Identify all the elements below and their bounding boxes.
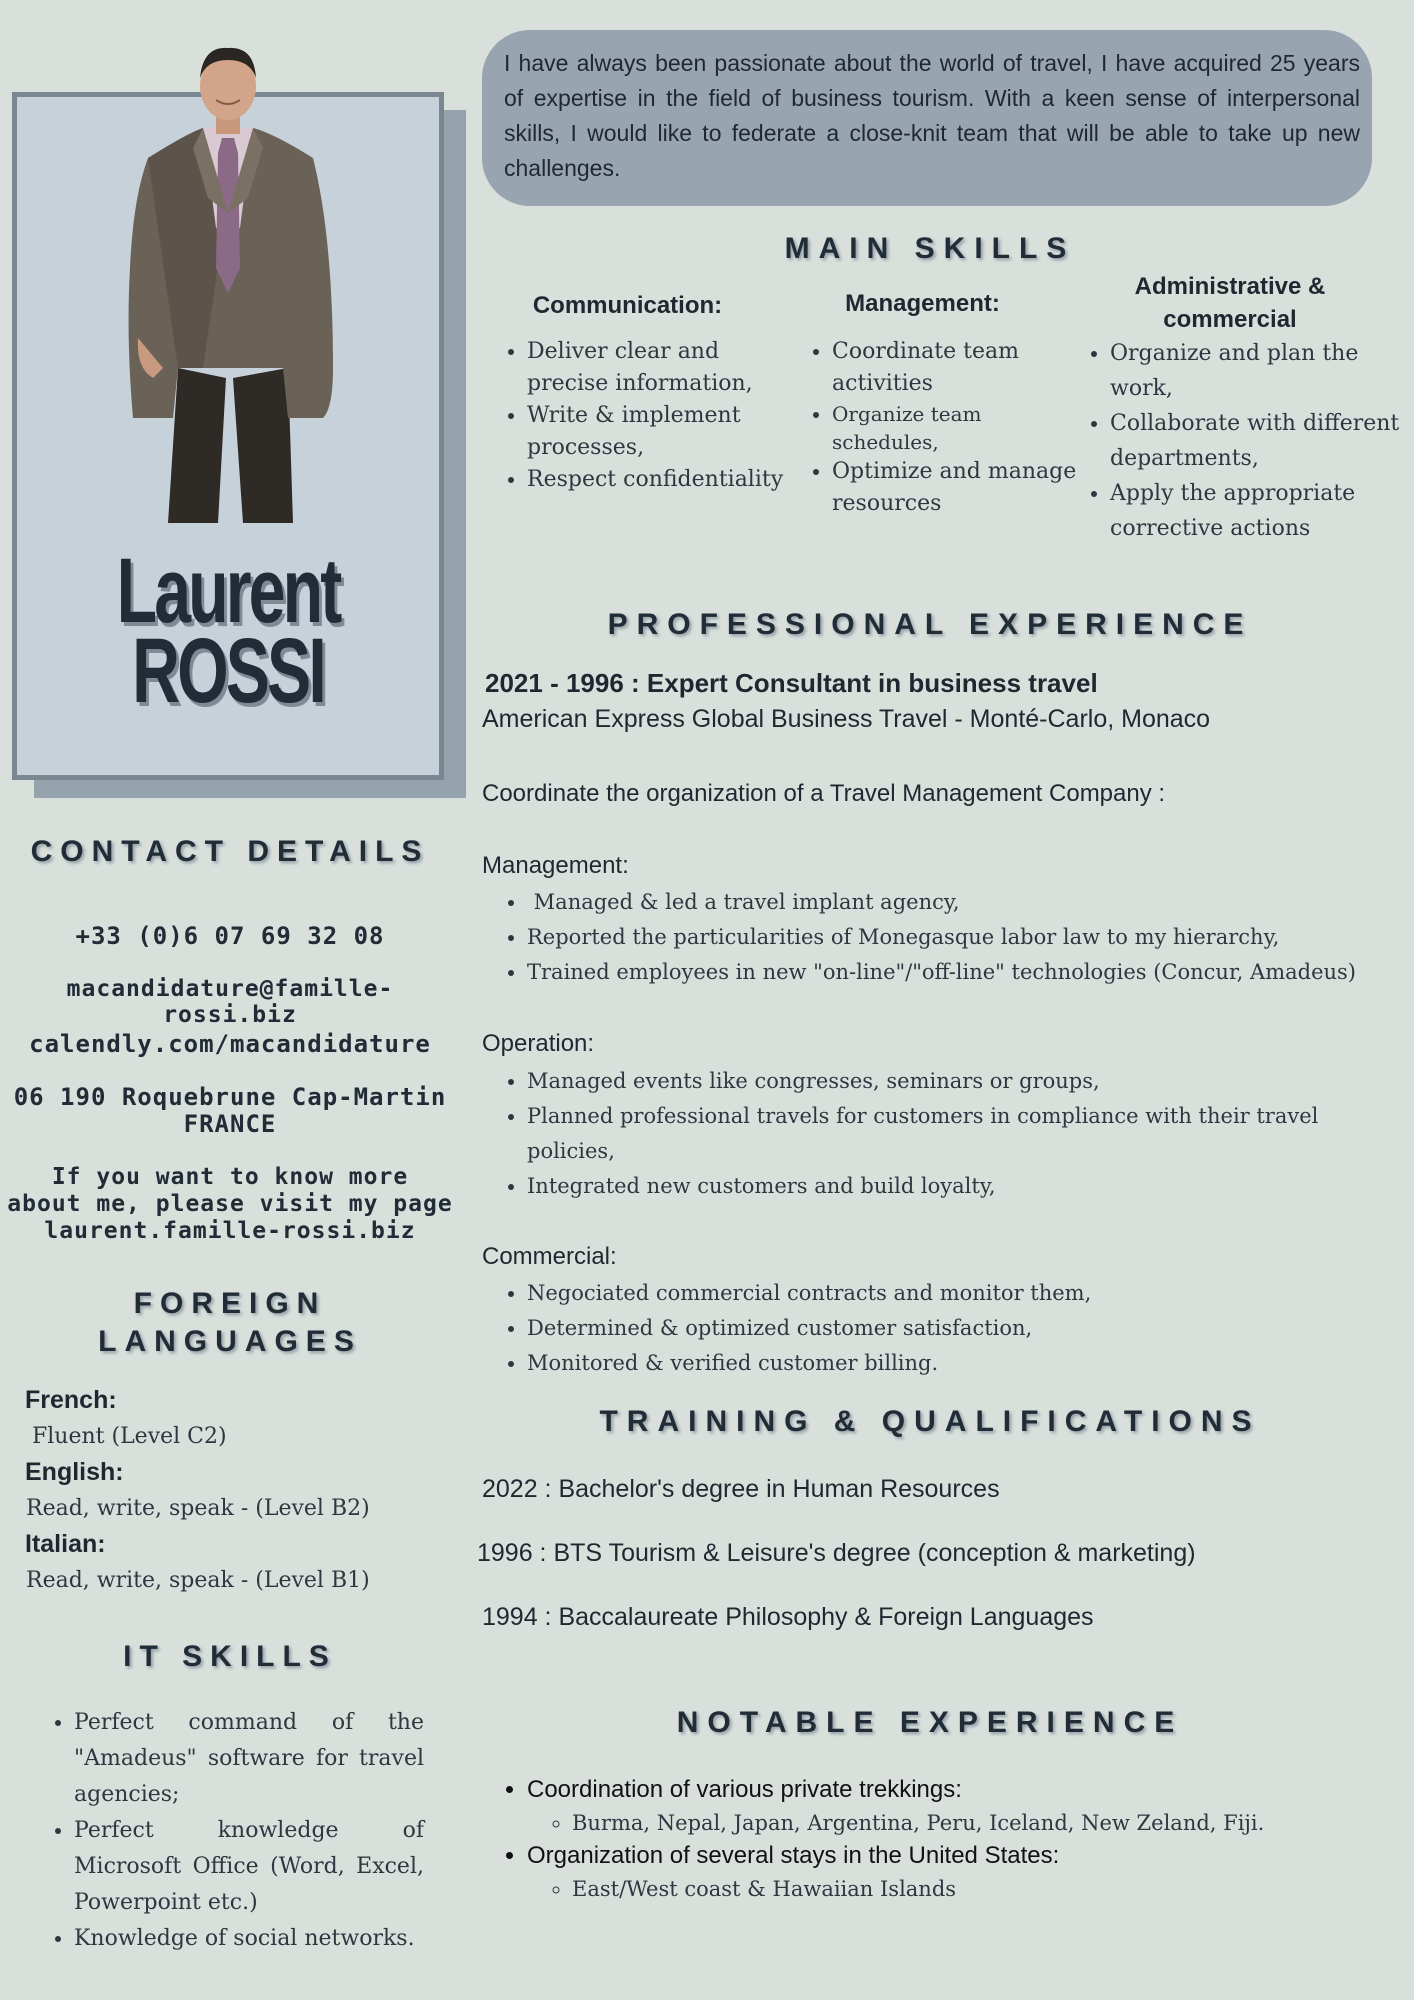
- experience-section-label: Management:: [482, 852, 629, 879]
- skill-column-title: Management:: [845, 290, 1000, 317]
- personal-page-note: [0, 1164, 460, 1245]
- address: [0, 1084, 460, 1138]
- phone-number[interactable]: +33 (0)6 07 69 32 08: [75, 922, 385, 950]
- professional-experience-heading: PROFESSIONAL EXPERIENCE: [607, 608, 1253, 641]
- list-item: • Planned professional travels for customers in compliance with their travel policies,: [527, 1099, 1362, 1169]
- main-skills-heading: MAIN SKILLS: [784, 232, 1076, 265]
- list-item: ◦ East/West coast & Hawaiian Islands: [572, 1874, 1382, 1904]
- list-item: • Organize and plan the work,: [1110, 336, 1410, 406]
- it-skills-list: [30, 1705, 424, 1957]
- skill-list: [800, 336, 1082, 520]
- list-item: • Trained employees in new "on-line"/"off-line" technologies (Concur, Amadeus): [527, 955, 1402, 990]
- list-item: • Collaborate with different departments,: [1110, 406, 1410, 476]
- training-item: 2022 : Bachelor's degree in Human Resources: [482, 1475, 1000, 1503]
- more-info-line: about me, please visit my page: [7, 1191, 453, 1217]
- portrait-photo: [108, 38, 348, 523]
- language-level: Fluent (Level C2): [32, 1424, 227, 1449]
- list-item: • Monitored & verified customer billing.: [527, 1346, 1402, 1381]
- list-item: • Managed events like congresses, seminars or groups,: [527, 1064, 1362, 1099]
- list-item: • Organize team schedules,: [832, 400, 1082, 456]
- notable-title: Coordination of various private trekkings:: [527, 1776, 962, 1803]
- list-item: • Optimize and manage resources: [832, 456, 1082, 520]
- list-item: • Integrated new customers and build loyalty,: [527, 1169, 1362, 1204]
- heading-line: FOREIGN: [133, 1287, 327, 1320]
- first-name: Laurent: [116, 540, 340, 642]
- job-company: American Express Global Business Travel - Monté-Carlo, Monaco: [482, 705, 1211, 733]
- notable-title: Organization of several stays in the United States:: [527, 1842, 1060, 1869]
- list-item: • Write & implement processes,: [527, 400, 792, 464]
- foreign-languages-heading: [0, 1285, 460, 1361]
- calendly-link[interactable]: calendly.com/macandidature: [29, 1030, 431, 1058]
- it-skills-heading: IT SKILLS: [123, 1640, 337, 1673]
- list-item: • Knowledge of social networks.: [74, 1921, 424, 1957]
- experience-list: [482, 1064, 1362, 1204]
- job-title: 2021 - 1996 : Expert Consultant in business travel: [485, 668, 1098, 698]
- experience-section-label: Operation:: [482, 1030, 595, 1057]
- list-item: • Respect confidentiality: [527, 464, 792, 496]
- skill-column-title: [1090, 270, 1370, 336]
- address-line: 06 190 Roquebrune Cap-Martin: [13, 1083, 447, 1111]
- list-item: • Managed & led a travel implant agency,: [527, 885, 1402, 920]
- sub-list: [527, 1874, 1382, 1904]
- heading-line: LANGUAGES: [98, 1325, 362, 1358]
- personal-page-link[interactable]: laurent.famille-rossi.biz: [44, 1218, 416, 1244]
- list-item: ◦ Burma, Nepal, Japan, Argentina, Peru, Iceland, New Zeland, Fiji.: [572, 1808, 1382, 1838]
- title-line: Administrative &: [1134, 273, 1326, 300]
- list-item: [527, 1772, 1382, 1838]
- list-item: [527, 1838, 1382, 1904]
- list-item: • Reported the particularities of Monegasque labor law to my hierarchy,: [527, 920, 1402, 955]
- list-item: • Negociated commercial contracts and monitor them,: [527, 1276, 1402, 1311]
- language-level: Read, write, speak - (Level B2): [26, 1496, 370, 1521]
- skill-list: [495, 336, 792, 496]
- experience-list: [482, 1276, 1402, 1381]
- list-item: • Apply the appropriate corrective actions: [1110, 476, 1410, 546]
- address-country: FRANCE: [183, 1110, 277, 1138]
- notable-experience-heading: NOTABLE EXPERIENCE: [676, 1706, 1184, 1739]
- contact-details-heading: CONTACT DETAILS: [30, 835, 430, 868]
- skill-column-title: Communication:: [532, 292, 723, 319]
- list-item: • Perfect command of the "Amadeus" software for travel agencies;: [74, 1705, 424, 1813]
- notable-experience-list: [482, 1772, 1382, 1904]
- experience-intro: Coordinate the organization of a Travel Management Company :: [482, 780, 1166, 807]
- list-item: • Deliver clear and precise information,: [527, 336, 792, 400]
- experience-section-label: Commercial:: [482, 1243, 617, 1270]
- list-item: • Determined & optimized customer satisfaction,: [527, 1311, 1402, 1346]
- training-item: 1994 : Baccalaureate Philosophy & Foreign Languages: [482, 1603, 1094, 1631]
- language-name: Italian:: [25, 1530, 106, 1558]
- last-name: ROSSI: [132, 620, 324, 722]
- sub-list: [527, 1808, 1382, 1838]
- skill-list: [1078, 336, 1410, 546]
- email-link[interactable]: macandidature@famille-rossi.biz: [66, 976, 394, 1028]
- more-info-line: If you want to know more: [51, 1164, 409, 1190]
- language-name: English:: [25, 1458, 124, 1486]
- title-line: commercial: [1163, 306, 1297, 333]
- experience-list: [482, 885, 1402, 990]
- language-name: French:: [25, 1386, 117, 1414]
- summary-text: I have always been passionate about the world of travel, I have acquired 25 years of expertise in the field of business tourism. With a keen sense of interpersonal skills, I would like to federate a close-knit team that will be able to take up new challenges.: [504, 50, 1360, 181]
- language-level: Read, write, speak - (Level B1): [26, 1568, 370, 1593]
- training-item: 1996 : BTS Tourism & Leisure's degree (conception & marketing): [477, 1539, 1196, 1567]
- training-heading: TRAINING & QUALIFICATIONS: [599, 1405, 1261, 1438]
- list-item: • Perfect knowledge of Microsoft Office (Word, Excel, Powerpoint etc.): [74, 1813, 424, 1921]
- list-item: • Coordinate team activities: [832, 336, 1082, 400]
